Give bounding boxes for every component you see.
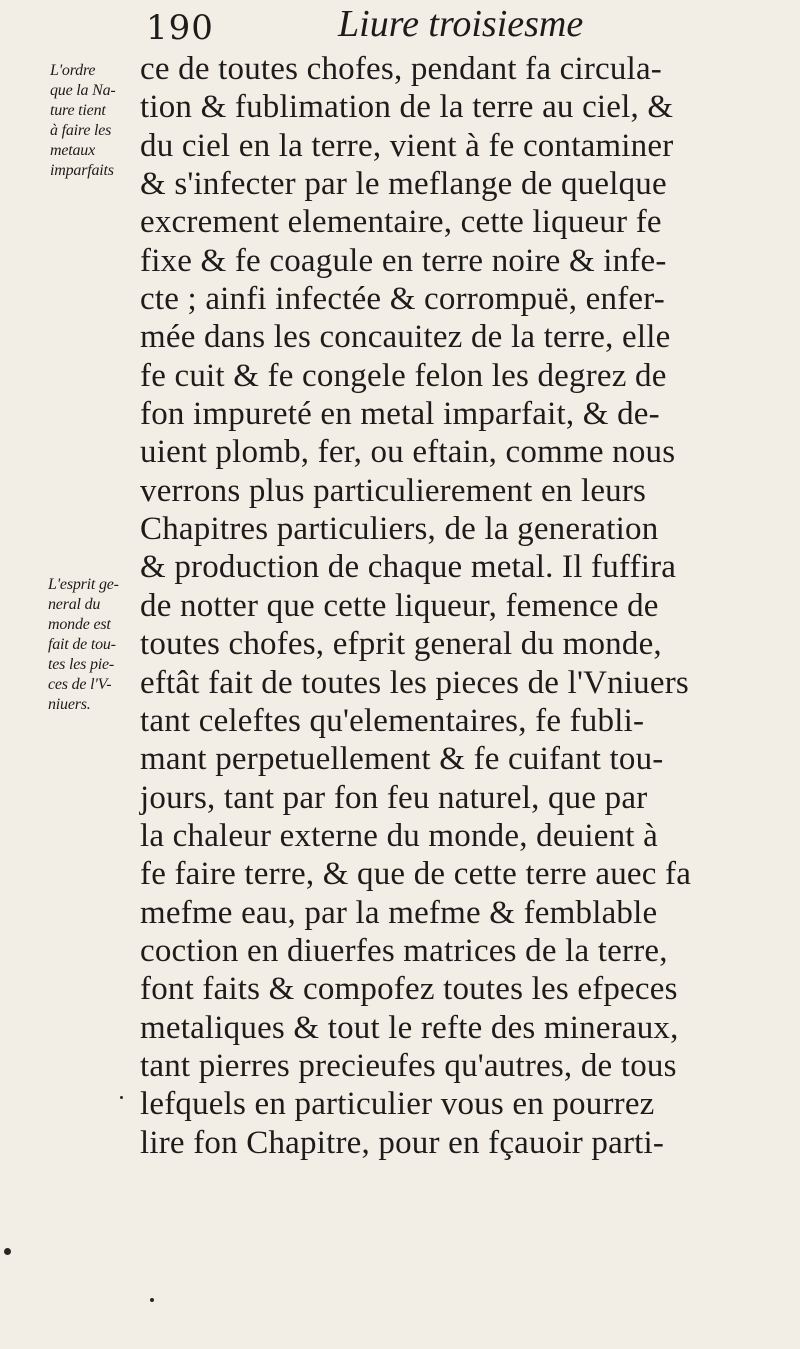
text-line: ce de toutes chofes, pendant fa circula- [140,51,662,87]
text-line: coction en diuerfes matrices de la terre, [140,932,668,969]
text-line: mefme eau, par la mefme & femblable [140,894,658,931]
ink-speck [120,1096,123,1099]
marginal-note-line: metaux [50,142,96,159]
marginal-note-line: ces de l'V- [48,676,112,693]
text-line: tion & fublimation de la terre au ciel, & [140,89,674,126]
text-line: de notter que cette liqueur, femence de [140,587,659,624]
marginal-note [48,575,140,715]
text-line: uient plomb, fer, ou eftain, comme nous [140,434,676,471]
text-line: cte ; ainfi infectée & corrompuë, enfer- [140,281,665,318]
marginal-note-line: ture tient [50,102,106,119]
marginal-note-line: fait de tou- [48,636,116,653]
marginal-note-line: que la Na- [50,82,116,99]
ink-speck [150,1298,154,1302]
running-head [0,2,800,48]
text-line: lefquels en particulier vous en pourrez [140,1086,655,1123]
text-line: verrons plus particulierement en leurs [140,472,647,509]
text-line: & production de chaque metal. Il fuffira [140,549,677,586]
text-line: metaliques & tout le refte des mineraux, [140,1009,679,1046]
marginal-note-line: L'ordre [50,62,96,79]
text-line: eftât fait de toutes les pieces de l'Vniuers [140,664,689,701]
body-text [140,50,800,1162]
text-line: du ciel en la terre, vient à fe contaminer [140,127,674,164]
marginal-note [50,61,142,181]
marginal-note-line: monde est [48,616,111,633]
text-line: tant celeftes qu'elementaires, fe fubli- [140,702,645,739]
text-line: excrement elementaire, cette liqueur fe [140,204,662,241]
text-line: fe faire terre, & que de cette terre auec fa [140,856,692,893]
marginal-note-line: neral du [48,596,101,613]
marginal-note-line: tes les pie- [48,656,115,673]
marginal-note-line: L'esprit ge- [48,576,119,593]
text-line: la chaleur externe du monde, deuient à [140,817,658,854]
text-line: jours, tant par fon feu naturel, que par [140,779,648,816]
text-line: Chapitres particuliers, de la generation [140,511,659,548]
text-line: fe cuit & fe congele felon les degrez de [140,357,667,394]
text-line: & s'infecter par le meflange de quelque [140,166,667,203]
text-line: lire fon Chapitre, pour en fçauoir parti- [140,1124,665,1161]
marginal-note-line: niuers. [48,696,91,713]
text-line: tant pierres precieufes qu'autres, de tous [140,1047,677,1084]
marginal-note-line: à faire les [50,122,112,139]
text-line: mant perpetuellement & fe cuifant tou- [140,741,664,778]
text-line: fixe & fe coagule en terre noire & infe- [140,242,667,279]
text-line: toutes chofes, efprit general du monde, [140,626,662,663]
page-number: 190 [146,8,214,48]
text-line: mée dans les concauitez de la terre, elle [140,319,671,356]
running-title: Liure troisiesme [338,3,584,45]
text-line: font faits & compofez toutes les efpeces [140,971,678,1008]
ink-speck [4,1248,11,1255]
marginal-note-line: imparfaits [50,162,114,179]
text-line: fon impureté en metal imparfait, & de- [140,396,660,433]
